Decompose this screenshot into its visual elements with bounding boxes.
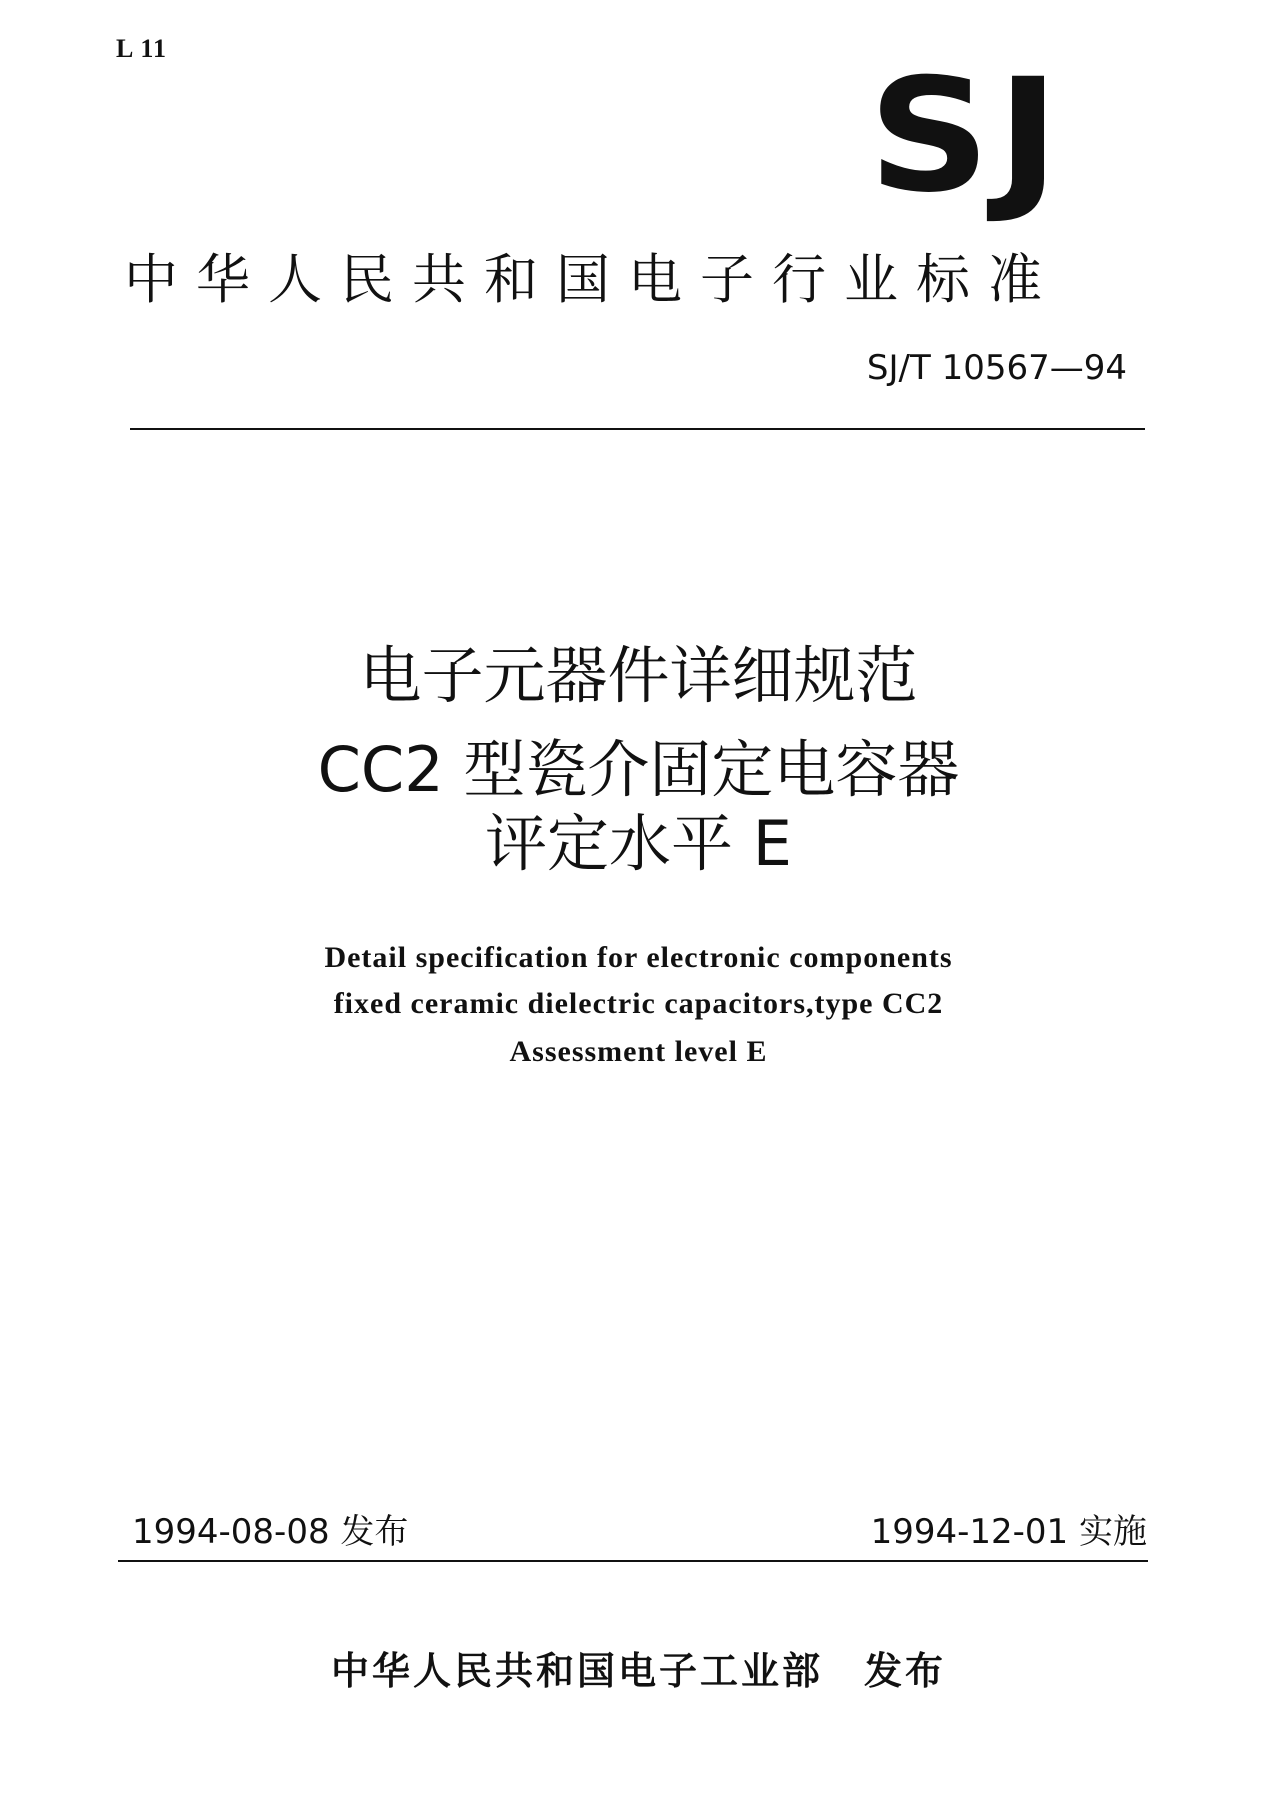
title-en-line-2: fixed ceramic dielectric capacitors,type CC2 bbox=[333, 987, 944, 1020]
title-zh-line-2: CC2 型瓷介固定电容器 bbox=[317, 733, 960, 806]
footer-divider bbox=[118, 1560, 1148, 1562]
sj-logo bbox=[868, 45, 1123, 228]
title-en-line-3: Assessment level E bbox=[509, 1035, 768, 1068]
issue-date: 1994-08-08 发布 bbox=[132, 1512, 409, 1552]
title-zh-line-3: 评定水平 E bbox=[485, 807, 792, 880]
classification-code: L 11 bbox=[116, 34, 167, 63]
title-en-line-1: Detail specification for electronic components bbox=[324, 941, 953, 974]
standard-title: 中华人民共和国电子行业标准 bbox=[124, 248, 1060, 311]
header-divider bbox=[130, 428, 1145, 430]
effective-date: 1994-12-01 实施 bbox=[870, 1512, 1147, 1552]
logo-text: SJ bbox=[868, 45, 1066, 228]
title-zh-line-1: 电子元器件详细规范 bbox=[359, 639, 918, 712]
standard-code: SJ/T 10567—94 bbox=[866, 348, 1127, 388]
issuing-authority: 中华人民共和国电子工业部 发布 bbox=[330, 1649, 946, 1693]
